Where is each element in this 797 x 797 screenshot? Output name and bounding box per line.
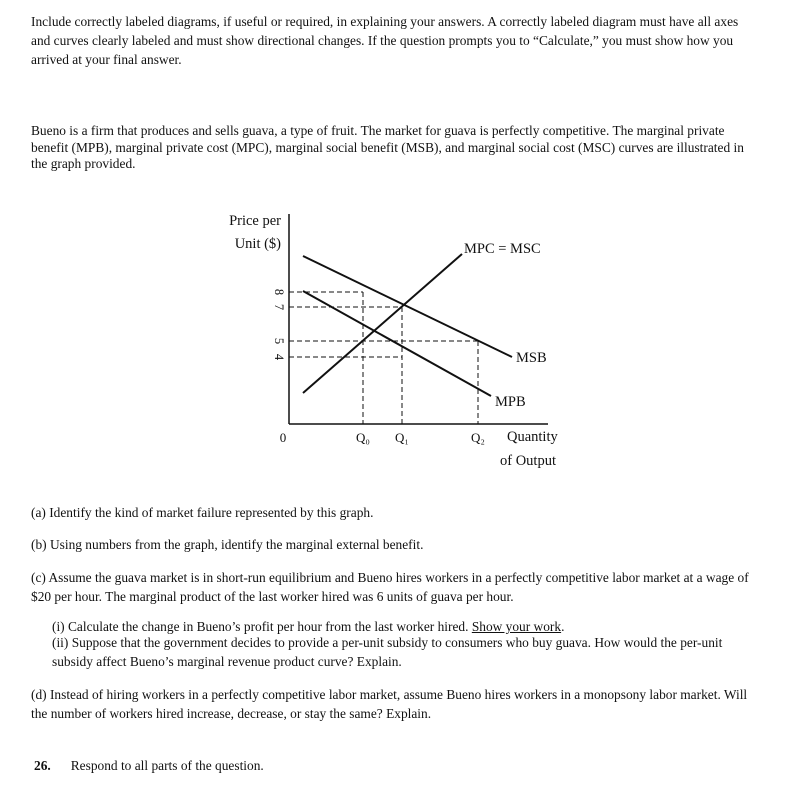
x-tick-q2: Q₂ xyxy=(471,430,485,445)
x-tick-q0: Q₀ xyxy=(356,430,370,445)
origin-label: 0 xyxy=(279,430,287,445)
next-question xyxy=(34,756,760,775)
question-text: Respond to all parts of the question. xyxy=(70,758,264,773)
guide-lines xyxy=(289,292,478,424)
label-mpb: MPB xyxy=(495,394,526,410)
mpc-msc-curve xyxy=(303,254,462,393)
y-tick-8: 8 xyxy=(272,288,286,296)
label-msb: MSB xyxy=(516,350,547,366)
intro-paragraph: Bueno is a firm that produces and sells guava, a type of fruit. The market for guava is perfectly competitive. The marginal private benefit (MPB), marginal private cost (MPC), marginal social benefit (MSB), and marginal social cost (MSC) curves are illustrated in the graph provided. xyxy=(31,123,744,171)
part-a: (a) Identify the kind of market failure represented by this graph. xyxy=(31,505,374,520)
x-axis-label-line1: Quantity xyxy=(507,429,558,445)
y-tick-4: 4 xyxy=(272,353,286,361)
msb-curve xyxy=(303,256,512,357)
y-tick-7: 7 xyxy=(272,303,286,311)
label-mpc-msc: MPC = MSC xyxy=(464,241,541,257)
part-c-i-end: . xyxy=(561,619,565,634)
part-b: (b) Using numbers from the graph, identify the marginal external benefit. xyxy=(31,537,424,552)
part-c-i-underlined: Show your work xyxy=(471,619,562,634)
part-c-i-text: (i) Calculate the change in Bueno’s profit per hour from the last worker hired. xyxy=(52,619,472,634)
part-d: (d) Instead of hiring workers in a perfectly competitive labor market, assume Bueno hires workers in a monopsony labor market. Will the number of workers hired increase, decrease, or stay the same? Explain. xyxy=(31,687,748,721)
x-tick-q1: Q₁ xyxy=(395,430,409,445)
part-c-ii: (ii) Suppose that the government decides to provide a per-unit subsidy to consumers who buy guava. How would the per-unit subsidy affect Bueno’s marginal revenue product curve? Explain. xyxy=(52,635,723,669)
y-tick-5: 5 xyxy=(272,337,286,345)
y-axis-label-line2: Unit ($) xyxy=(234,236,281,252)
y-axis-label-line1: Price per xyxy=(229,213,281,229)
part-c: (c) Assume the guava market is in short-run equilibrium and Bueno hires workers in a perfectly competitive labor market at a wage of $20 per hour. The marginal product of the last worker hired was 6 units of guava per hour. xyxy=(31,570,749,604)
market-graph xyxy=(0,200,797,500)
instructions-paragraph: Include correctly labeled diagrams, if useful or required, in explaining your answers. A correctly labeled diagram must have all axes and curves clearly labeled and must show directional changes. If the question prompts you to “Calculate,” you must show how you arrived at your final answer. xyxy=(31,14,739,67)
question-number: 26. xyxy=(34,758,51,773)
x-axis-label-line2: of Output xyxy=(500,453,556,469)
